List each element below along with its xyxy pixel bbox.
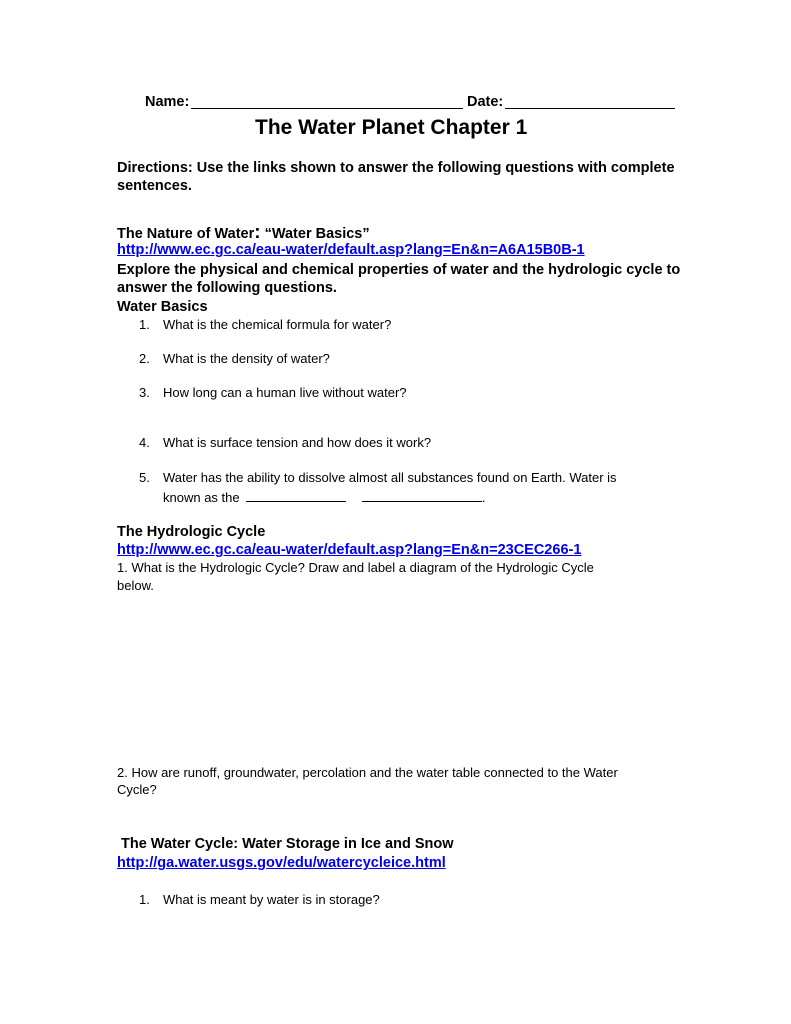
answer-blank[interactable] <box>362 487 482 502</box>
question-number: 4. <box>139 435 150 450</box>
directions-line-1: Directions: Use the links shown to answer the following questions with complete <box>117 160 675 176</box>
hydrologic-question-2-line-1: 2. How are runoff, groundwater, percolation and the water table connected to the Water <box>117 765 618 780</box>
heading-part-a: The Nature of Water <box>117 226 255 242</box>
question-text: How long can a human live without water? <box>163 385 407 400</box>
name-blank <box>191 108 463 109</box>
section-hydrologic-cycle-heading: The Hydrologic Cycle <box>117 524 266 540</box>
hydrologic-question-1-line-1: 1. What is the Hydrologic Cycle? Draw and label a diagram of the Hydrologic Cycle <box>117 560 594 575</box>
question-item <box>139 435 431 450</box>
date-label: Date: <box>467 94 504 110</box>
section-nature-of-water-heading <box>117 222 370 244</box>
heading-part-b: “Water Basics” <box>260 226 370 242</box>
heading-colon: : <box>254 222 261 243</box>
question-text: What is the chemical formula for water? <box>163 317 392 332</box>
hydrologic-cycle-link[interactable]: http://www.ec.gc.ca/eau-water/default.asp?lang=En&n=23CEC266-1 <box>117 542 582 558</box>
question-number: 3. <box>139 385 150 400</box>
intro-line-2: answer the following questions. <box>117 280 337 296</box>
question-item <box>139 351 330 366</box>
question-number: 1. <box>139 317 150 332</box>
answer-blank[interactable] <box>246 487 346 502</box>
question-number: 2. <box>139 351 150 366</box>
question-text: What is meant by water is in storage? <box>163 892 380 907</box>
question-number: 1. <box>139 892 150 907</box>
question-text: Water has the ability to dissolve almost all substances found on Earth. Water is <box>163 470 617 485</box>
continuation-suffix: . <box>481 490 486 505</box>
water-basics-link[interactable]: http://www.ec.gc.ca/eau-water/default.asp?lang=En&n=A6A15B0B-1 <box>117 242 585 258</box>
section-ice-and-snow-heading: The Water Cycle: Water Storage in Ice and Snow <box>121 836 454 852</box>
question-item <box>139 470 617 485</box>
water-basics-subheading: Water Basics <box>117 299 208 315</box>
question-text: What is the density of water? <box>163 351 330 366</box>
question-item <box>139 892 380 907</box>
hydrologic-question-2-line-2: Cycle? <box>117 782 157 797</box>
date-blank <box>505 108 675 109</box>
question-item <box>139 385 407 400</box>
question-5-continuation <box>163 487 485 505</box>
page-title: The Water Planet Chapter 1 <box>255 116 528 139</box>
question-number: 5. <box>139 470 150 485</box>
ice-and-snow-link[interactable]: http://ga.water.usgs.gov/edu/watercycleice.html <box>117 855 446 871</box>
intro-line-1: Explore the physical and chemical properties of water and the hydrologic cycle to <box>117 262 681 278</box>
continuation-prefix: known as the <box>163 490 240 505</box>
question-item <box>139 317 391 332</box>
question-text: What is surface tension and how does it work? <box>163 435 432 450</box>
directions-line-2: sentences. <box>117 178 192 194</box>
name-label: Name: <box>145 94 190 110</box>
hydrologic-question-1-line-2: below. <box>117 578 154 593</box>
